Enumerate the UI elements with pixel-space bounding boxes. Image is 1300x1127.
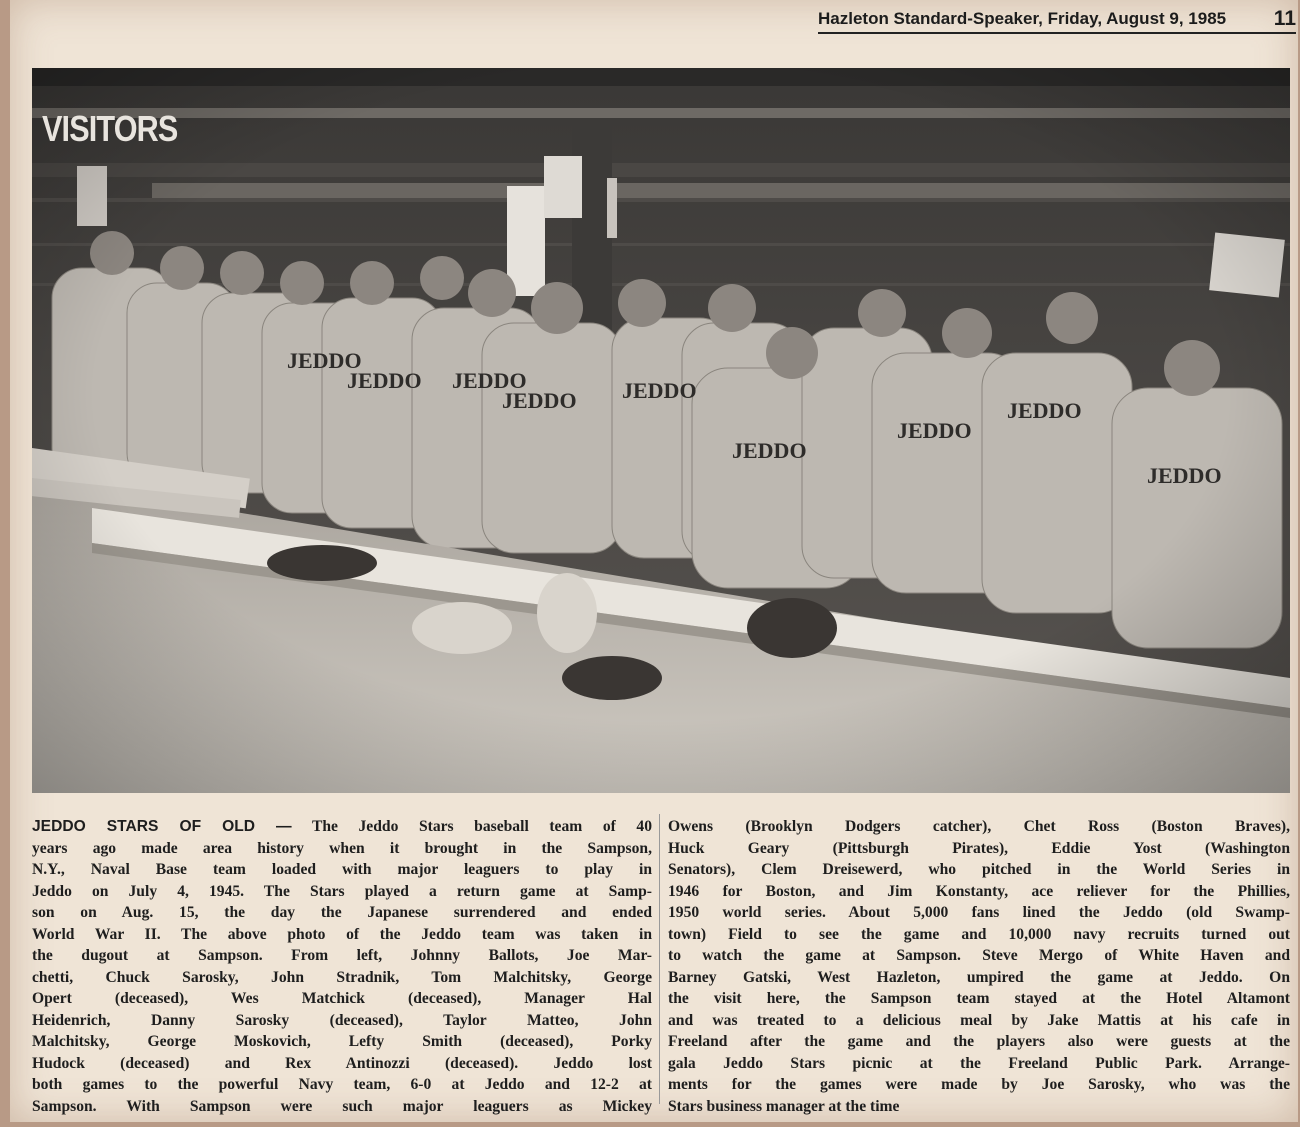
caption-line: 1946 for Boston, and Jim Konstanty, ace reliever for the Phillies, <box>668 882 1290 900</box>
masthead <box>818 6 1296 34</box>
caption-line: Senators), Clem Dreisewerd, who pitched in the World Series in <box>668 861 1290 878</box>
caption-line: son on Aug. 15, the day the Japanese surrendered and ended <box>32 904 652 921</box>
caption-line: Sampson. With Sampson were such major leaguers as Mickey <box>32 1097 652 1115</box>
caption-line: town) Field to see the game and 10,000 navy recruits turned out <box>668 925 1290 943</box>
caption-line: to watch the game at Sampson. Steve Mergo of White Haven and <box>668 947 1290 964</box>
column-divider <box>659 814 660 1104</box>
caption-line: and was treated to a delicious meal by Jake Mattis at his cafe in <box>668 1011 1290 1029</box>
caption-line: Stars business manager at the time <box>668 1097 900 1115</box>
page-number: 11 <box>1273 7 1296 30</box>
caption-line: chetti, Chuck Sarosky, John Stradnik, Tom Malchitsky, George <box>32 968 652 986</box>
caption-line: years ago made area history when it brought in the Sampson, <box>32 839 652 857</box>
masthead-title: Hazleton Standard-Speaker, Friday, August 9, 1985 <box>818 9 1227 28</box>
caption-line: Owens (Brooklyn Dodgers catcher), Chet Ross (Boston Braves), <box>668 818 1290 835</box>
newspaper-clipping <box>10 0 1298 1122</box>
caption-left-column <box>32 816 652 1117</box>
caption-line: both games to the powerful Navy team, 6-0 at Jeddo and 12-2 at <box>32 1076 652 1093</box>
caption-lead: The Jeddo Stars baseball team of 40 <box>291 818 652 835</box>
caption-line: Barney Gatski, West Hazleton, umpired the game at Jeddo. On <box>668 968 1290 986</box>
caption-line <box>32 816 652 838</box>
caption-line: Freeland after the game and the players also were guests at the <box>668 1033 1290 1050</box>
caption-line: Malchitsky, George Moskovich, Lefty Smith (deceased), Porky <box>32 1033 652 1050</box>
caption-line: Hudock (deceased) and Rex Antinozzi (deceased). Jeddo lost <box>32 1054 652 1072</box>
caption-kicker: JEDDO STARS OF OLD — <box>32 818 292 835</box>
caption-line: Jeddo on July 4, 1945. The Stars played a return game at Samp- <box>32 882 652 900</box>
visitors-sign: VISITORS <box>42 108 178 149</box>
caption-line: Huck Geary (Pittsburgh Pirates), Eddie Yost (Washington <box>668 839 1290 857</box>
caption-line: N.Y., Naval Base team loaded with major leaguers to play in <box>32 861 652 878</box>
caption-line: the visit here, the Sampson team stayed at the Hotel Altamont <box>668 990 1290 1007</box>
caption-line: 1950 world series. About 5,000 fans lined the Jeddo (old Swamp- <box>668 904 1290 921</box>
caption-line: gala Jeddo Stars picnic at the Freeland Public Park. Arrange- <box>668 1054 1290 1072</box>
caption-line: Heidenrich, Danny Sarosky (deceased), Taylor Matteo, John <box>32 1011 652 1029</box>
caption-line: World War II. The above photo of the Jeddo team was taken in <box>32 925 652 943</box>
photo-drawing <box>32 68 1290 793</box>
caption-line: the dugout at Sampson. From left, Johnny Ballots, Joe Mar- <box>32 947 652 964</box>
caption-line: ments for the games were made by Joe Sarosky, who was the <box>668 1076 1290 1093</box>
caption-right-column <box>668 816 1290 1117</box>
caption-line: Opert (deceased), Wes Matchick (deceased), Manager Hal <box>32 990 652 1007</box>
team-photo <box>32 68 1290 793</box>
